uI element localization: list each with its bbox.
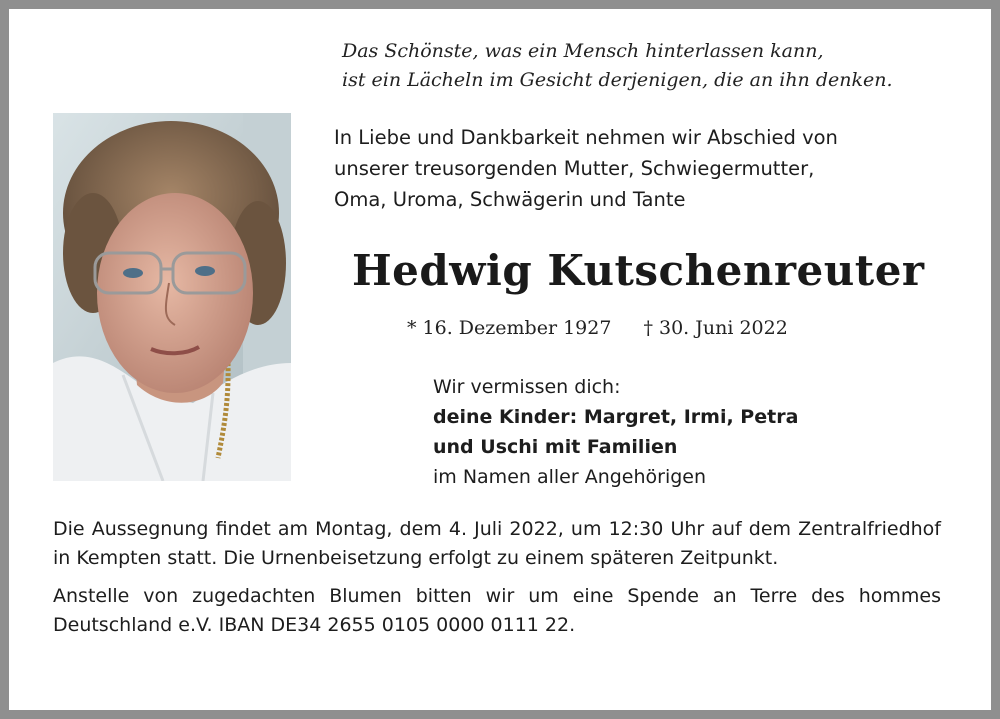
portrait-image — [53, 113, 291, 481]
donation-info: Anstelle von zugedachten Blumen bitten wir um eine Spende an Terre des hommes Deutschland e.V. IBAN DE34 2655 0105 0000 0111 22. — [53, 585, 941, 636]
deceased-name: Hedwig Kutschenreuter — [352, 246, 925, 295]
funeral-notice — [53, 515, 941, 649]
death-date: † 30. Juni 2022 — [643, 317, 788, 339]
mourners-line-1: Wir vermissen dich: — [433, 376, 621, 398]
intro-line-3: Oma, Uroma, Schwägerin und Tante — [334, 188, 686, 211]
obituary-card — [9, 9, 991, 710]
quote-line-2: ist ein Lächeln im Gesicht derjenigen, die an ihn denken. — [342, 69, 893, 91]
memorial-quote — [342, 37, 962, 95]
mourners-block — [433, 372, 933, 492]
life-dates — [407, 314, 907, 342]
quote-line-1: Das Schönste, was ein Mensch hinterlassen kann, — [342, 40, 824, 62]
mourners-line-4: im Namen aller Angehörigen — [433, 466, 707, 488]
intro-line-1: In Liebe und Dankbarkeit nehmen wir Abschied von — [334, 126, 838, 149]
portrait-photo — [53, 113, 291, 481]
mourners-line-3: und Uschi mit Familien — [433, 436, 678, 458]
birth-date: * 16. Dezember 1927 — [407, 317, 612, 339]
service-info: Die Aussegnung findet am Montag, dem 4. Juli 2022, um 12:30 Uhr auf dem Zentralfriedhof in Kempten statt. Die Urnenbeisetzung erfolgt zu einem späteren Zeitpunkt. — [53, 518, 941, 569]
mourners-line-2: deine Kinder: Margret, Irmi, Petra — [433, 406, 799, 428]
intro-line-2: unserer treusorgenden Mutter, Schwiegermutter, — [334, 157, 815, 180]
farewell-text — [334, 122, 954, 215]
